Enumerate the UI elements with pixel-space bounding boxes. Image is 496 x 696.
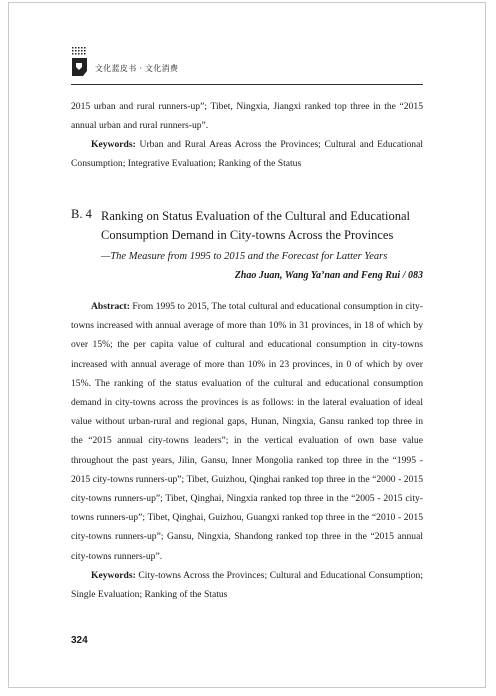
abstract-section [71,297,423,604]
keywords-text: City-towns Across the Provinces; Cultural and Educational Consumption; Single Evaluation; Ranking of the Status [71,569,423,601]
keywords-text: Urban and Rural Areas Across the Provinces; Cultural and Educational Consumption; Integrative Evaluation; Ranking of the Status [71,139,423,169]
abstract-paragraph [71,297,423,566]
entry-authors: Zhao Juan, Wang Ya’nan and Feng Rui / 083 [234,270,423,281]
intro-keywords [71,135,423,173]
entry-subtitle: —The Measure from 1995 to 2015 and the Forecast for Latter Years [101,251,388,262]
header-rule [71,84,423,85]
running-header [71,43,431,83]
page-number: 324 [71,635,88,646]
abstract-label: Abstract: [91,301,130,312]
toc-entry [71,207,423,284]
book-logo-icon [71,47,89,77]
entry-title: Ranking on Status Evaluation of the Cultural and Educational Consumption Demand in City-towns Across the Provinces [101,209,410,242]
intro-paragraph: 2015 urban and rural runners-up”; Tibet, Ningxia, Jiangxi ranked top three in the “2015 annual urban and rural runners-up”. [71,101,423,131]
entry-number: B. 4 [71,207,92,221]
abstract-keywords [71,566,423,604]
keywords-label: Keywords: [91,139,136,150]
abstract-text: From 1995 to 2015, The total cultural and educational consumption in city-towns increased with annual average of more than 10% in 31 provinces, in 18 of which by over 15%; the per capita value of cultural and educational consumption in city-towns increased with annual average of more than 10% in 23 provinces, in 0 of which by over 15%. The ranking of the status evaluation of the cultural and educational consumption demand in city-towns across the provinces is as follows: in the lateral evaluation of ideal value without urban-rural and regional gaps, Hunan, Ningxia, Gansu ranked top three in the “2015 annual city-towns leaders”; in the vertical evaluation of own base value throughout the past years, Jilin, Gansu, Inner Mongolia ranked top three in the “1995 - 2015 city-towns runners-up”; Tibet, Guizhou, Qinghai ranked top three in the “2000 - 2015 city-towns runners-up”; Tibet, Qinghai, Ningxia ranked top three in the “2005 - 2015 city-towns runners-up”; Tibet, Qinghai, Guizhou, Guangxi ranked top three in the “2010 - 2015 city-towns runners-up”; Gansu, Ningxia, Shandong ranked top three in the “2015 annual city-towns runners-up”. [71,301,423,562]
header-title: 文化蓝皮书 · 文化消费 [95,64,179,73]
intro-section [71,97,423,173]
book-page [8,2,486,688]
keywords-label: Keywords: [91,569,136,581]
